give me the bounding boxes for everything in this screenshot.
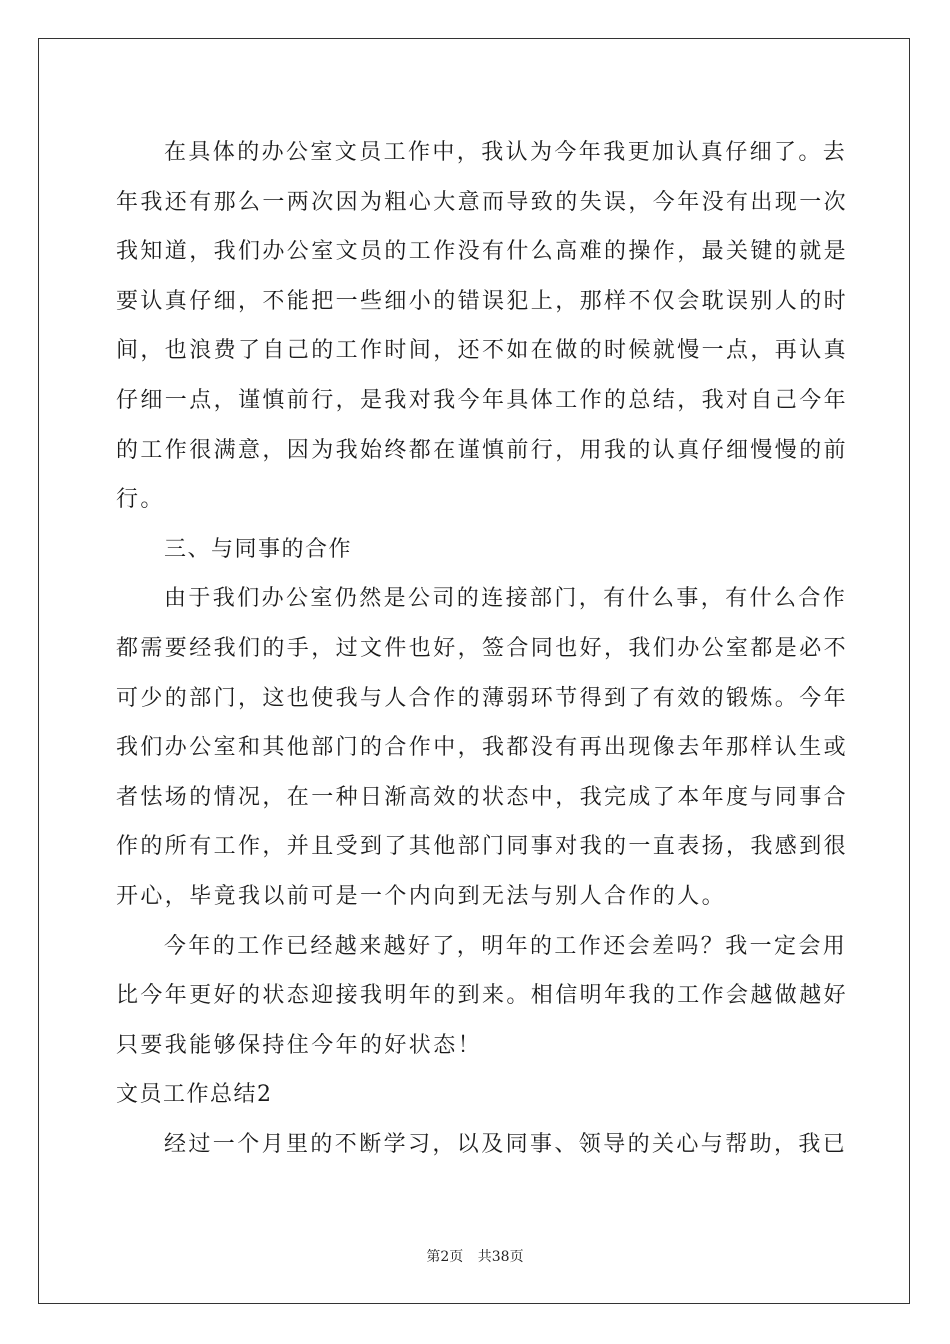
text-line: 由于我们办公室仍然是公司的连接部门，有什么事，有什么合作 bbox=[164, 586, 848, 612]
text-line: 经过一个月里的不断学习，以及同事、领导的关心与帮助，我已 bbox=[164, 1131, 848, 1157]
document-body bbox=[116, 128, 849, 1169]
text-line: 开心，毕竟我以前可是一个内向到无法与别人合作的人。 bbox=[116, 883, 727, 909]
text-line: 比今年更好的状态迎接我明年的到来。相信明年我的工作会越做越好 bbox=[116, 983, 849, 1009]
text-line: 在具体的办公室文员工作中，我认为今年我更加认真仔细了。去 bbox=[164, 140, 848, 165]
text-line: 年我还有那么一两次因为粗心大意而导致的失误，今年没有出现一次 bbox=[116, 189, 849, 215]
page-number: 第2页 bbox=[426, 1249, 464, 1265]
text-line: 可少的部门，这也使我与人合作的薄弱环节得到了有效的锻炼。今年 bbox=[116, 685, 849, 711]
text-line: 仔细一点，谨慎前行，是我对我今年具体工作的总结，我对自己今年 bbox=[116, 387, 849, 413]
page-footer bbox=[0, 1246, 950, 1266]
page-total: 共38页 bbox=[477, 1249, 524, 1265]
text-line: 间，也浪费了自己的工作时间，还不如在做的时候就慢一点，再认真 bbox=[116, 338, 849, 364]
text-line: 今年的工作已经越来越好了，明年的工作还会差吗？我一定会用 bbox=[164, 933, 848, 959]
text-line: 者怯场的情况，在一种日渐高效的状态中，我完成了本年度与同事合 bbox=[116, 784, 849, 810]
section-heading: 三、与同事的合作 bbox=[164, 536, 353, 562]
text-line: 要认真仔细，不能把一些细小的错误犯上，那样不仅会耽误别人的时 bbox=[116, 288, 849, 314]
text-line: 我们办公室和其他部门的合作中，我都没有再出现像去年那样认生或 bbox=[116, 735, 849, 761]
document-title: 文员工作总结2 bbox=[116, 1082, 273, 1108]
text-line: 只要我能够保持住今年的好状态！ bbox=[116, 1032, 483, 1058]
text-line: 的工作很满意，因为我始终都在谨慎前行，用我的认真仔细慢慢的前 bbox=[116, 437, 849, 463]
text-line: 我知道，我们办公室文员的工作没有什么高难的操作，最关键的就是 bbox=[116, 239, 849, 265]
text-line: 作的所有工作，并且受到了其他部门同事对我的一直表扬，我感到很 bbox=[116, 834, 849, 860]
text-line: 行。 bbox=[116, 487, 165, 513]
text-line: 都需要经我们的手，过文件也好，签合同也好，我们办公室都是必不 bbox=[116, 635, 849, 661]
